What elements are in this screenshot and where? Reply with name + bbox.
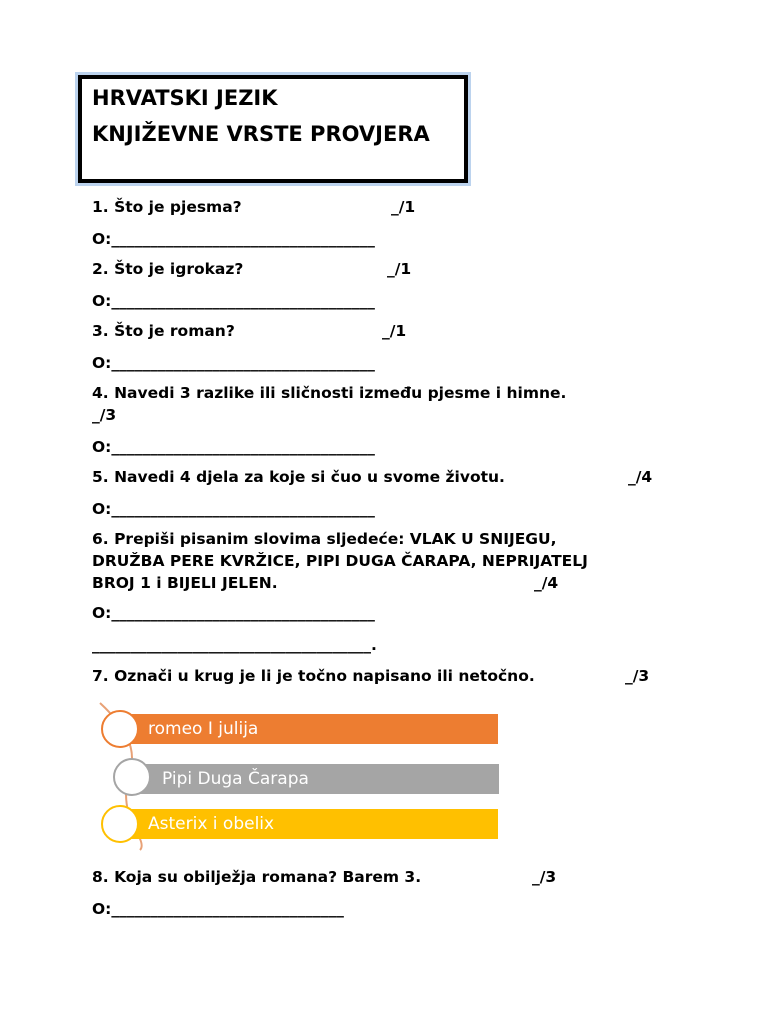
question-7-points: _/3: [625, 667, 650, 685]
question-8-points: _/3: [532, 868, 557, 886]
question-1-points: _/1: [391, 198, 416, 216]
option-label-1: romeo I julija: [148, 719, 259, 739]
question-6-points: _/4: [534, 574, 559, 592]
question-1-text: 1. Što je pjesma?: [92, 198, 242, 216]
question-7-text: 7. Označi u krug je li je točno napisano ili netočno.: [92, 667, 535, 685]
option-bar-3: [120, 809, 498, 839]
option-circle-2[interactable]: [113, 758, 151, 796]
option-bar-2: [132, 764, 499, 794]
header-subtitle: KNJIŽEVNE VRSTE PROVJERA: [92, 122, 430, 146]
answer-line-1[interactable]: O:__________________________________: [92, 230, 375, 248]
question-4-points: _/3: [92, 406, 117, 424]
question-3-text: 3. Što je roman?: [92, 322, 235, 340]
answer-line-8[interactable]: O:______________________________: [92, 900, 344, 918]
question-4-text: 4. Navedi 3 razlike ili sličnosti između pjesme i himne.: [92, 384, 567, 402]
option-label-3: Asterix i obelix: [148, 814, 275, 834]
option-circle-3[interactable]: [101, 805, 139, 843]
option-label-2: Pipi Duga Čarapa: [162, 769, 309, 789]
option-bar-1: [120, 714, 498, 744]
question-6-line-3: BROJ 1 i BIJELI JELEN.: [92, 574, 278, 592]
question-8: [92, 868, 557, 886]
answer-line-6-extra[interactable]: ____________________________________.: [92, 636, 377, 654]
question-6-line-2: DRUŽBA PERE KVRŽICE, PIPI DUGA ČARAPA, NEPRIJATELJ: [92, 552, 588, 570]
answer-line-6[interactable]: O:__________________________________: [92, 604, 375, 622]
option-circle-1[interactable]: [101, 710, 139, 748]
question-2-text: 2. Što je igrokaz?: [92, 260, 244, 278]
question-5-points: _/4: [628, 468, 653, 486]
question-6-line-1: 6. Prepiši pisanim slovima sljedeće: VLAK U SNIJEGU,: [92, 530, 557, 548]
answer-line-5[interactable]: O:__________________________________: [92, 500, 375, 518]
question-3-points: _/1: [382, 322, 407, 340]
answer-line-4[interactable]: O:__________________________________: [92, 438, 375, 456]
answer-line-3[interactable]: O:__________________________________: [92, 354, 375, 372]
answer-line-2[interactable]: O:__________________________________: [92, 292, 375, 310]
question-2-points: _/1: [387, 260, 412, 278]
question-8-text: 8. Koja su obilježja romana? Barem 3.: [92, 868, 422, 886]
question-5-text: 5. Navedi 4 djela za koje si čuo u svome životu.: [92, 468, 505, 486]
header-title: HRVATSKI JEZIK: [92, 86, 278, 110]
